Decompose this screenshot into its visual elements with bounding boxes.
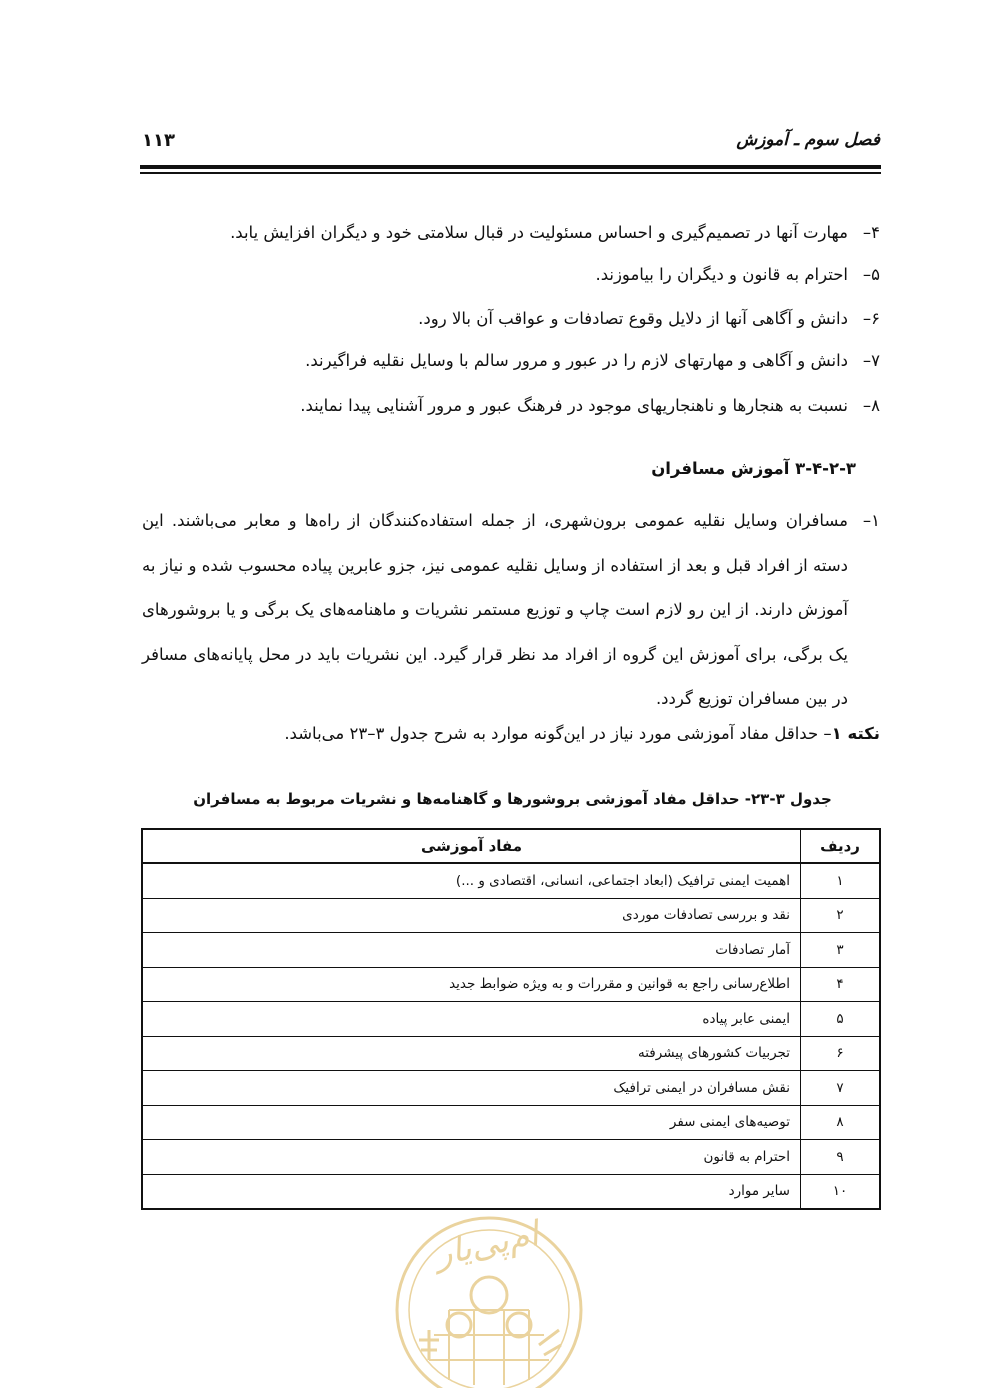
header-index: ردیف <box>801 829 881 863</box>
list-item <box>305 350 880 372</box>
table-row <box>142 863 880 898</box>
table-row <box>142 898 880 933</box>
section-heading: ۳-۴-۲-۳ آموزش مسافران <box>651 459 856 478</box>
row-item: نقد و بررسی تصادفات موردی <box>142 898 801 933</box>
paragraph-number: ۱– <box>862 511 880 530</box>
table-caption: جدول ۳-۲۳- حداقل مفاد آموزشی بروشورها و گاهنامه‌ها و نشریات مربوط به مسافران <box>193 790 832 808</box>
list-item-number: ۶– <box>862 309 880 328</box>
row-index: ۴ <box>801 967 881 1002</box>
list-item-number: ۵– <box>862 265 880 284</box>
table-row <box>142 1174 880 1209</box>
list-item-text: دانش و آگاهی آنها از دلایل وقوع تصادفات و عواقب آن بالا رود. <box>418 309 848 328</box>
note-line <box>284 724 880 743</box>
list-item-text: دانش و آگاهی و مهارتهای لازم را در عبور و مرور سالم با وسایل نقلیه فراگیرند. <box>305 351 848 370</box>
list-item-number: ۴– <box>862 223 880 242</box>
row-item: نقش مسافران در ایمنی ترافیک <box>142 1071 801 1106</box>
paragraph-text: مسافران وسایل نقلیه عمومی برون‌شهری، از جمله استفاده‌کنندگان از راه‌ها و معابر می‌باشند. این دسته از افراد قبل و بعد از استفاده از وسایل نقلیه عمومی نیز، جزو عابرین پیاده محسوب شده و نیاز به آموزش دارند. از این رو لازم است چاپ و توزیع مستمر نشریات و ماهنامه‌های یک برگی و یا بروشورهای یک برگی، برای آموزش این گروه از افراد مد نظر قرار گیرد. این نشریات باید در محل پایانه‌های مسافر در بین مسافران توزیع گردد. <box>142 511 848 709</box>
row-item: اهمیت ایمنی ترافیک (ابعاد اجتماعی، انسانی، اقتصادی و ...) <box>142 863 801 898</box>
table-row <box>142 967 880 1002</box>
list-item <box>230 222 880 244</box>
list-item <box>595 264 880 286</box>
header-rule-thin <box>140 172 881 174</box>
table-header-row <box>142 829 880 863</box>
row-item: احترام به قانون <box>142 1140 801 1175</box>
table-row <box>142 1140 880 1175</box>
row-index: ۸ <box>801 1105 881 1140</box>
row-item: آمار تصادفات <box>142 933 801 968</box>
table-row <box>142 1105 880 1140</box>
chapter-title: فصل سوم ـ آموزش <box>736 130 880 150</box>
row-item: اطلاع‌رسانی راجع به قوانین و مقررات و به ویژه ضوابط جدید <box>142 967 801 1002</box>
header-rule-thick <box>140 165 881 169</box>
row-index: ۵ <box>801 1002 881 1037</box>
row-index: ۶ <box>801 1036 881 1071</box>
table-row <box>142 1002 880 1037</box>
list-item-text: احترام به قانون و دیگران را بیاموزند. <box>595 265 848 284</box>
table-row <box>142 933 880 968</box>
table-row <box>142 1036 880 1071</box>
list-item-number: ۷– <box>862 351 880 370</box>
content-table <box>141 828 881 1210</box>
row-item: تجربیات کشورهای پیشرفته <box>142 1036 801 1071</box>
note-text: – حداقل مفاد آموزشی مورد نیاز در این‌گونه موارد به شرح جدول ۳–۲۳ می‌باشد. <box>284 724 832 743</box>
row-index: ۷ <box>801 1071 881 1106</box>
row-item: سایر موارد <box>142 1174 801 1209</box>
list-item-text: نسبت به هنجارها و ناهنجاریهای موجود در فرهنگ عبور و مرور آشنایی پیدا نمایند. <box>300 396 848 415</box>
row-index: ۱ <box>801 863 881 898</box>
table-row <box>142 1071 880 1106</box>
note-label: نکته ۱ <box>831 724 880 743</box>
body-paragraph <box>142 499 880 722</box>
watermark-text: ام‌پی‌یار <box>431 1213 543 1275</box>
seal-logo-icon <box>389 1210 589 1388</box>
row-index: ۲ <box>801 898 881 933</box>
row-index: ۱۰ <box>801 1174 881 1209</box>
list-item <box>418 308 880 330</box>
page-number: ۱۱۳ <box>142 130 175 151</box>
row-index: ۳ <box>801 933 881 968</box>
list-item-number: ۸– <box>862 396 880 415</box>
row-item: ایمنی عابر پیاده <box>142 1002 801 1037</box>
row-index: ۹ <box>801 1140 881 1175</box>
list-item-text: مهارت آنها در تصمیم‌گیری و احساس مسئولیت در قبال سلامتی خود و دیگران افزایش یابد. <box>230 223 848 242</box>
header-item: مفاد آموزشی <box>142 829 801 863</box>
list-item <box>300 395 880 417</box>
row-item: توصیه‌های ایمنی سفر <box>142 1105 801 1140</box>
